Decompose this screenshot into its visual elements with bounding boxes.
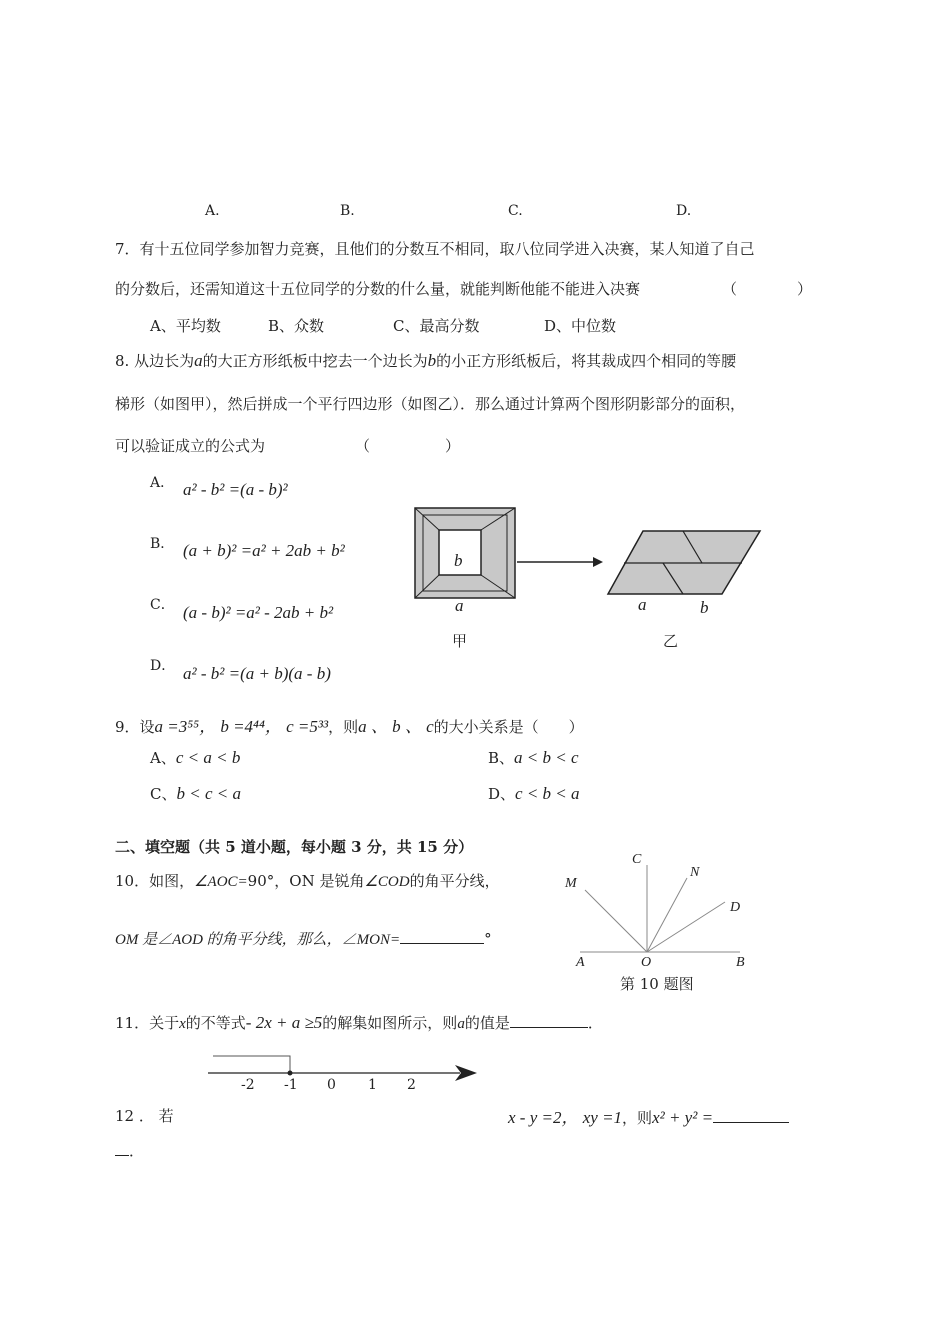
q6-option-b: B.	[340, 203, 355, 219]
q10-line2: OM 是∠AOD 的角平分线，那么，∠MON= °	[115, 930, 492, 948]
q11-answer-blank[interactable]	[510, 1027, 588, 1028]
q9-option-b: B、a < b < c	[488, 748, 579, 767]
q8-option-c-formula: (a - b)² =a² - 2ab + b²	[183, 603, 334, 622]
tick-1: 1	[368, 1077, 377, 1093]
q12-answer-blank[interactable]	[713, 1122, 789, 1123]
tick-2: 2	[407, 1077, 416, 1093]
section-title: 二、填空题（共 5 道小题，每小题 3 分，共 15 分）	[115, 838, 474, 856]
figure-yi	[605, 528, 765, 598]
q8-option-c-label: C．	[150, 597, 175, 613]
q11-stem: 11．关于x的不等式- 2x + a ≥5的解集如图所示，则a的值是 ．	[115, 1013, 603, 1032]
q7-paren: （ ）	[722, 280, 813, 298]
q7-line1: 7．有十五位同学参加智力竞赛，且他们的分数互不相同，取八位同学进入决赛，某人知道了自己	[115, 240, 755, 258]
figure-q10	[565, 850, 755, 960]
figure-yi-label-a: a	[638, 595, 647, 614]
figure-yi-label-b: b	[700, 598, 709, 617]
q12-tail: ．	[115, 1140, 144, 1161]
q8-line3: 可以验证成立的公式为	[115, 437, 266, 455]
q8-line1: 8. 从边长为a的大正方形纸板中挖去一个边长为b的小正方形纸板后，将其裁成四个相同的等腰	[115, 351, 737, 370]
tick-0: 0	[327, 1077, 336, 1093]
q6-option-c: C.	[508, 203, 523, 219]
label-a: A	[576, 955, 585, 970]
arrow-icon	[515, 553, 605, 571]
q9-option-c: C、b < c < a	[150, 784, 241, 803]
figure-yi-caption: 乙	[663, 632, 679, 650]
q6-option-a: A.	[205, 203, 220, 219]
q8-option-b-label: B．	[150, 536, 175, 552]
q8-option-a-label: A．	[150, 475, 175, 491]
figure-jia	[410, 505, 522, 600]
q9-stem: 9．设a =3⁵⁵， b =4⁴⁴， c =5³³，则a 、 b 、 c的大小关系是（ ）	[115, 717, 584, 736]
q9-option-d: D、c < b < a	[488, 784, 580, 803]
figure-jia-label-a: a	[455, 596, 464, 615]
tick-neg1: -1	[284, 1077, 298, 1093]
q9-option-a: A、c < a < b	[150, 748, 241, 767]
label-d: D	[730, 900, 741, 915]
q7-option-c: C、最高分数	[393, 317, 480, 335]
q7-line2: 的分数后，还需知道这十五位同学的分数的什么量，就能判断他能不能进入决赛	[115, 280, 641, 298]
q8-option-d-label: D．	[150, 658, 176, 674]
q7-option-d: D、中位数	[544, 317, 617, 335]
q8-option-b-formula: (a + b)² =a² + 2ab + b²	[183, 541, 345, 560]
q12-condition: x - y =2， xy =1，则x² + y² =	[508, 1103, 789, 1128]
q7-option-a: A、平均数	[150, 317, 221, 335]
q10-answer-blank[interactable]	[400, 943, 484, 944]
q8-line2: 梯形（如图甲），然后拼成一个平行四边形（如图乙）．那么通过计算两个图形阴影部分的面积，	[115, 395, 746, 413]
label-m: M	[565, 876, 577, 891]
q10-line1: 10．如图，∠AOC=90°，ON 是锐角∠COD的角平分线，	[115, 872, 500, 890]
q8-option-a-formula: a² - b² =(a - b)²	[183, 480, 288, 499]
q7-option-b: B、众数	[268, 317, 325, 335]
tick-neg2: -2	[241, 1077, 255, 1093]
q8-option-d-formula: a² - b² =(a + b)(a - b)	[183, 664, 331, 683]
q6-option-d: D.	[676, 203, 692, 219]
figure-jia-label-b: b	[454, 551, 463, 570]
q12-prefix: 12 ． 若	[115, 1107, 174, 1125]
label-n: N	[690, 865, 700, 880]
q8-paren: （ ）	[355, 437, 461, 455]
figure-q10-caption: 第 10 题图	[620, 975, 694, 993]
figure-jia-caption: 甲	[452, 632, 468, 650]
label-o: O	[641, 955, 652, 970]
label-b: B	[736, 955, 745, 970]
label-c: C	[632, 852, 642, 867]
